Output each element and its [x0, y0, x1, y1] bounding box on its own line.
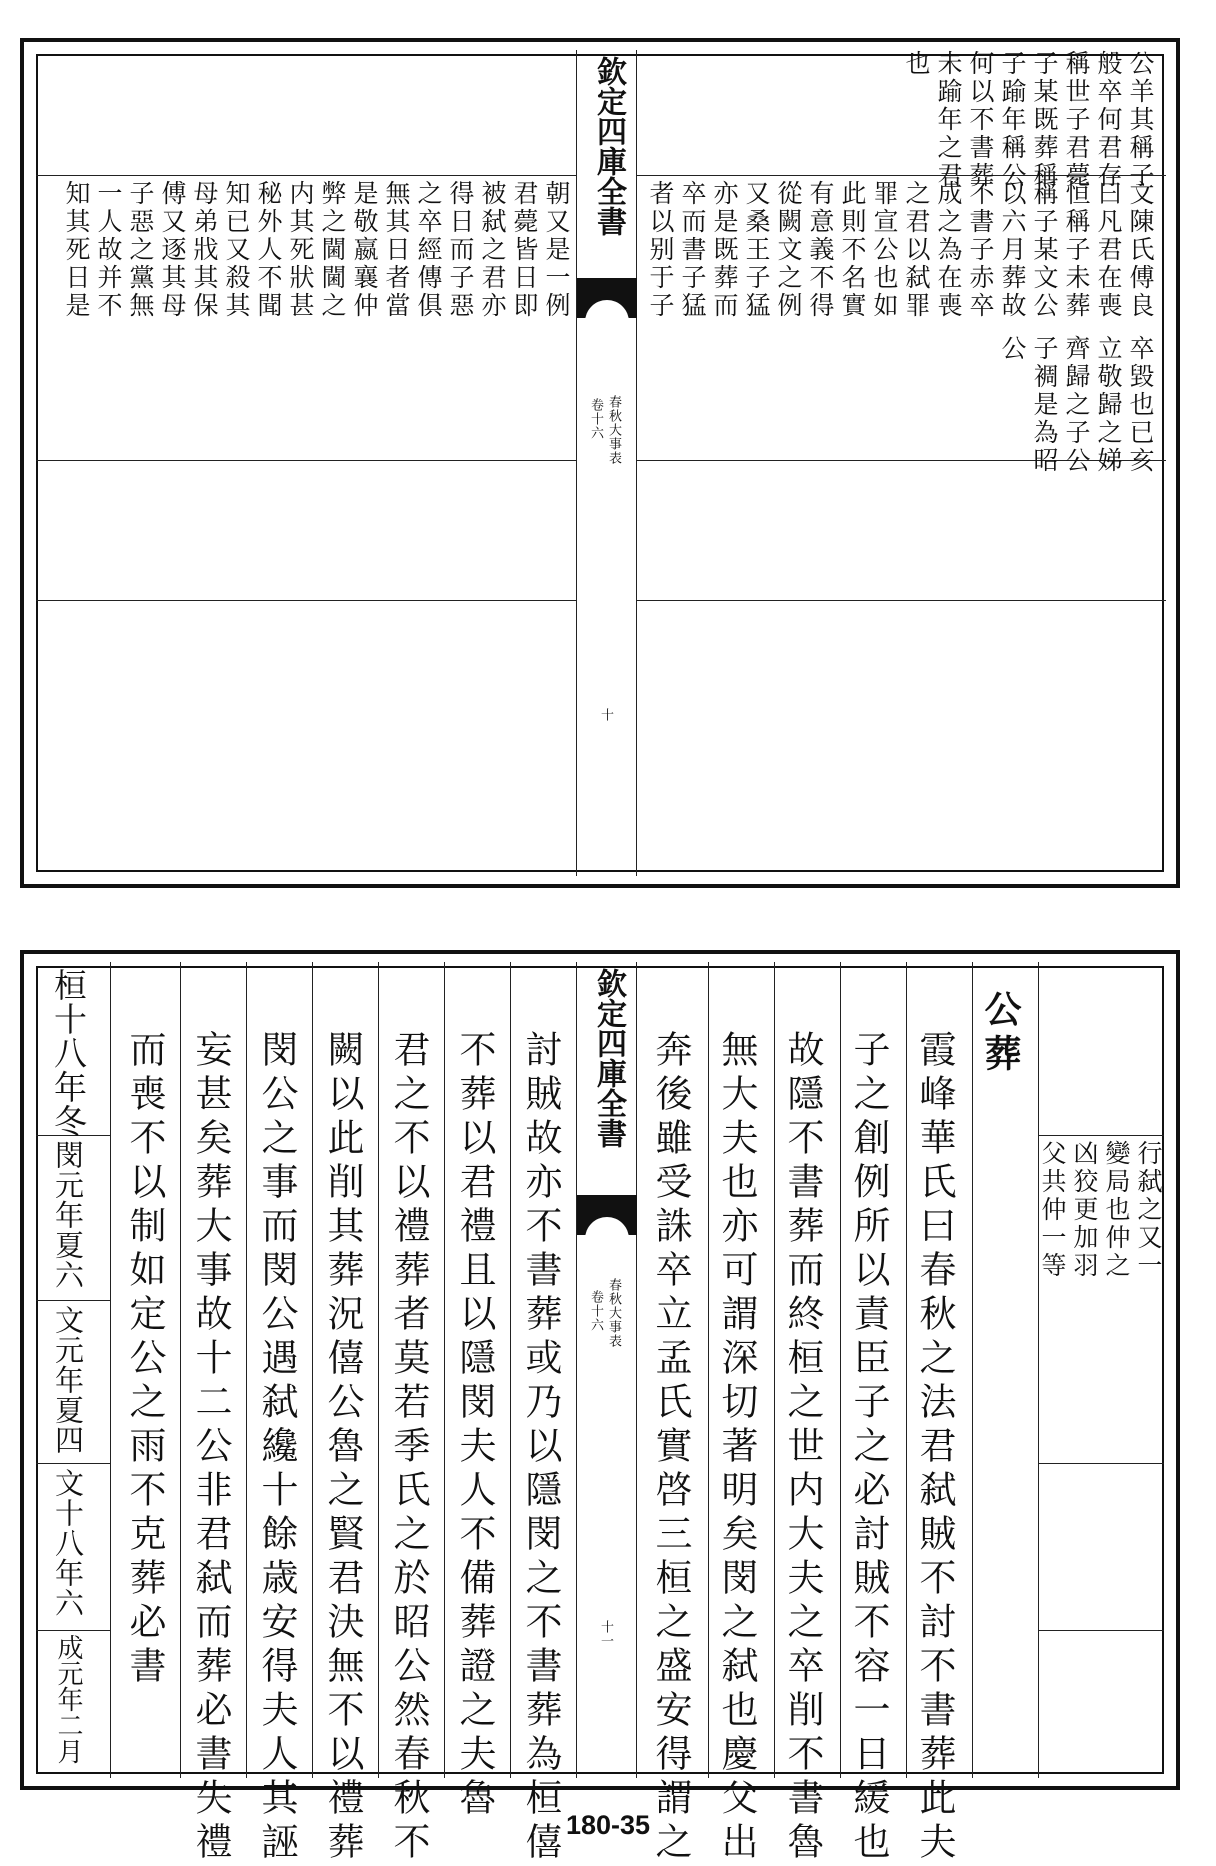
top-header-volume: 卷十六 — [588, 398, 603, 440]
text-column: 被弑之君亦 — [478, 180, 507, 320]
text-column: 者以别于子 — [646, 180, 675, 320]
text-column: 亦是既葬而 — [710, 180, 739, 320]
text-column: 公羊其稱子 — [1126, 50, 1155, 190]
text-column: 子之創例所以責臣子之必討賊不容一日緩也 — [847, 1030, 890, 1866]
text-column: 齊歸之子公 — [1062, 335, 1091, 475]
text-column: 得日而子惡 — [446, 180, 475, 320]
bottom-table-rule-1 — [1038, 1135, 1164, 1136]
top-left-rule-1 — [36, 175, 576, 176]
text-column: 知已又殺其 — [222, 180, 251, 320]
bottom-col-line — [312, 962, 313, 1778]
text-column: 之卒經傳俱 — [414, 180, 443, 320]
top-center-line-right — [636, 50, 637, 876]
text-column: 討賊故亦不書葬或乃以隱閔之不書葬為桓僖 — [519, 1030, 562, 1866]
text-column: 閔公之事而閔公遇弑纔十餘歳安得夫人其誣 — [255, 1030, 298, 1866]
text-column: 無其日者當 — [382, 180, 411, 320]
text-column: 也 — [902, 50, 931, 78]
text-column: 子某既葬稱 — [1030, 50, 1059, 190]
text-column: 霞峰華氏曰春秋之法君弑賊不討不書葬此夫 — [913, 1030, 956, 1866]
text-column: 而喪不以制如定公之雨不克葬必書 — [123, 1030, 166, 1690]
text-column: 立敬歸之娣 — [1094, 335, 1123, 475]
text-column: 稱世子君薨 — [1062, 50, 1091, 190]
text-column: 子踰年稱公 — [998, 50, 1027, 190]
text-column: 成之為在喪 — [934, 180, 963, 320]
bottom-col-line — [840, 962, 841, 1778]
text-column: 傅又逐其母 — [158, 180, 187, 320]
bottom-col-line — [708, 962, 709, 1778]
top-header-section: 春秋大事表 — [606, 395, 621, 465]
text-column: 不書子赤卒 — [966, 180, 995, 320]
section-heading: 公葬 — [978, 990, 1022, 1078]
text-column: 何以不書葬 — [966, 50, 995, 190]
table-row: 成元年二月 — [53, 1634, 83, 1764]
text-column: 一人故并不 — [94, 180, 123, 320]
bottom-center-line-left — [576, 962, 577, 1778]
text-column: 卒而書子猛 — [678, 180, 707, 320]
top-header-page-no: 十 — [598, 708, 613, 722]
text-column: 行弑之又一 — [1134, 1140, 1163, 1280]
text-column: 又桑王子猛 — [742, 180, 771, 320]
bottom-table-right-cell — [1040, 1140, 1164, 1320]
text-column: 未踰年之君 — [934, 50, 963, 190]
text-column: 無大夫也亦可謂深切著明矣閔之弑也慶父出 — [715, 1030, 758, 1866]
bottom-header-page-no: 十一 — [598, 1620, 613, 1648]
text-column: 罪宣公也如 — [870, 180, 899, 320]
top-right-mid-block — [640, 180, 1156, 330]
bottom-table-rule-3 — [1038, 1630, 1164, 1631]
bottom-col-line — [378, 962, 379, 1778]
table-row: 閔元年夏六 — [51, 1140, 85, 1290]
text-column: 凶狡更加羽 — [1070, 1140, 1099, 1280]
top-right-rule-3 — [636, 600, 1166, 601]
text-column: 之君以弑罪 — [902, 180, 931, 320]
bottom-col-line — [444, 962, 445, 1778]
text-column: 以六月葬故 — [998, 180, 1027, 320]
text-column: 秘外人不聞 — [254, 180, 283, 320]
top-left-upper-block — [40, 180, 572, 330]
bottom-col-line — [774, 962, 775, 1778]
top-center-line-left — [576, 50, 577, 876]
bottom-table-divider — [1038, 962, 1039, 1778]
bottom-col-line — [110, 962, 111, 1778]
text-column: 母弟戕其保 — [190, 180, 219, 320]
bottom-col-line — [510, 962, 511, 1778]
top-fishtail-ornament — [577, 278, 637, 318]
top-header-title: 欽定四庫全書 — [591, 56, 626, 236]
table-row: 文十八年六 — [51, 1468, 85, 1618]
text-column: 稱子某文公 — [1030, 180, 1059, 320]
text-column: 君之不以禮葬者莫若季氏之於昭公然春秋不 — [387, 1030, 430, 1866]
bottom-left-table-rule — [36, 1463, 110, 1464]
bottom-col-line — [906, 962, 907, 1778]
text-column: 知其死日是 — [62, 180, 91, 320]
text-column: 是敬嬴襄仲 — [350, 180, 379, 320]
text-column: 此則不名實 — [838, 180, 867, 320]
top-left-rule-2 — [36, 460, 576, 461]
text-column: 般卒何君存 — [1094, 50, 1123, 190]
text-column: 君薨皆日即 — [510, 180, 539, 320]
page-number-footer: 180-35 — [565, 1810, 651, 1840]
text-column: 子惡之黨無 — [126, 180, 155, 320]
text-column: 有意義不得 — [806, 180, 835, 320]
bottom-header-title: 欽定四庫全書 — [591, 968, 626, 1148]
bottom-fishtail-ornament — [577, 1195, 637, 1235]
bottom-col-line — [972, 962, 973, 1778]
text-column: 子裯是為昭 — [1030, 335, 1059, 475]
text-column: 朝又是一例 — [542, 180, 571, 320]
bottom-left-table-rule — [36, 1300, 110, 1301]
text-column: 弊之閫閫之 — [318, 180, 347, 320]
bottom-left-table-rule — [36, 1630, 110, 1631]
bottom-header-volume: 卷十六 — [588, 1290, 603, 1332]
bottom-center-line-right — [636, 962, 637, 1778]
table-row: 文元年夏四 — [51, 1305, 85, 1455]
text-column: 卒毀也已亥 — [1126, 335, 1155, 475]
text-column: 不葬以君禮且以隱閔夫人不備葬證之夫魯 — [453, 1030, 496, 1822]
table-row: 桓十八年冬 — [49, 968, 88, 1138]
bottom-header-section: 春秋大事表 — [606, 1278, 621, 1348]
bottom-col-line — [246, 962, 247, 1778]
text-column: 曰凡君在喪 — [1094, 180, 1123, 320]
top-right-upper-block — [900, 50, 1156, 190]
text-column: 從闕文之例 — [774, 180, 803, 320]
text-column: 公 — [998, 335, 1027, 363]
text-column: 父共仲一等 — [1038, 1140, 1067, 1280]
top-left-rule-3 — [36, 600, 576, 601]
text-column: 妄甚矣葬大事故十二公非君弑而葬必書失禮 — [189, 1030, 232, 1866]
text-column: 内其死狀甚 — [286, 180, 315, 320]
text-column: 奔後雖受誅卒立孟氏實啓三桓之盛安得謂之 — [649, 1030, 692, 1866]
text-column: 變局也仲之 — [1102, 1140, 1131, 1280]
text-column: 恒稱子未葬 — [1062, 180, 1091, 320]
bottom-col-line — [180, 962, 181, 1778]
text-column: 文陳氏傅良 — [1126, 180, 1155, 320]
text-column: 闕以此削其葬況僖公魯之賢君決無不以禮葬 — [321, 1030, 364, 1866]
top-right-mid-lower-block — [980, 335, 1156, 475]
bottom-table-rule-2 — [1038, 1463, 1164, 1464]
text-column: 故隱不書葬而終桓之世内大夫之卒削不書魯 — [781, 1030, 824, 1866]
